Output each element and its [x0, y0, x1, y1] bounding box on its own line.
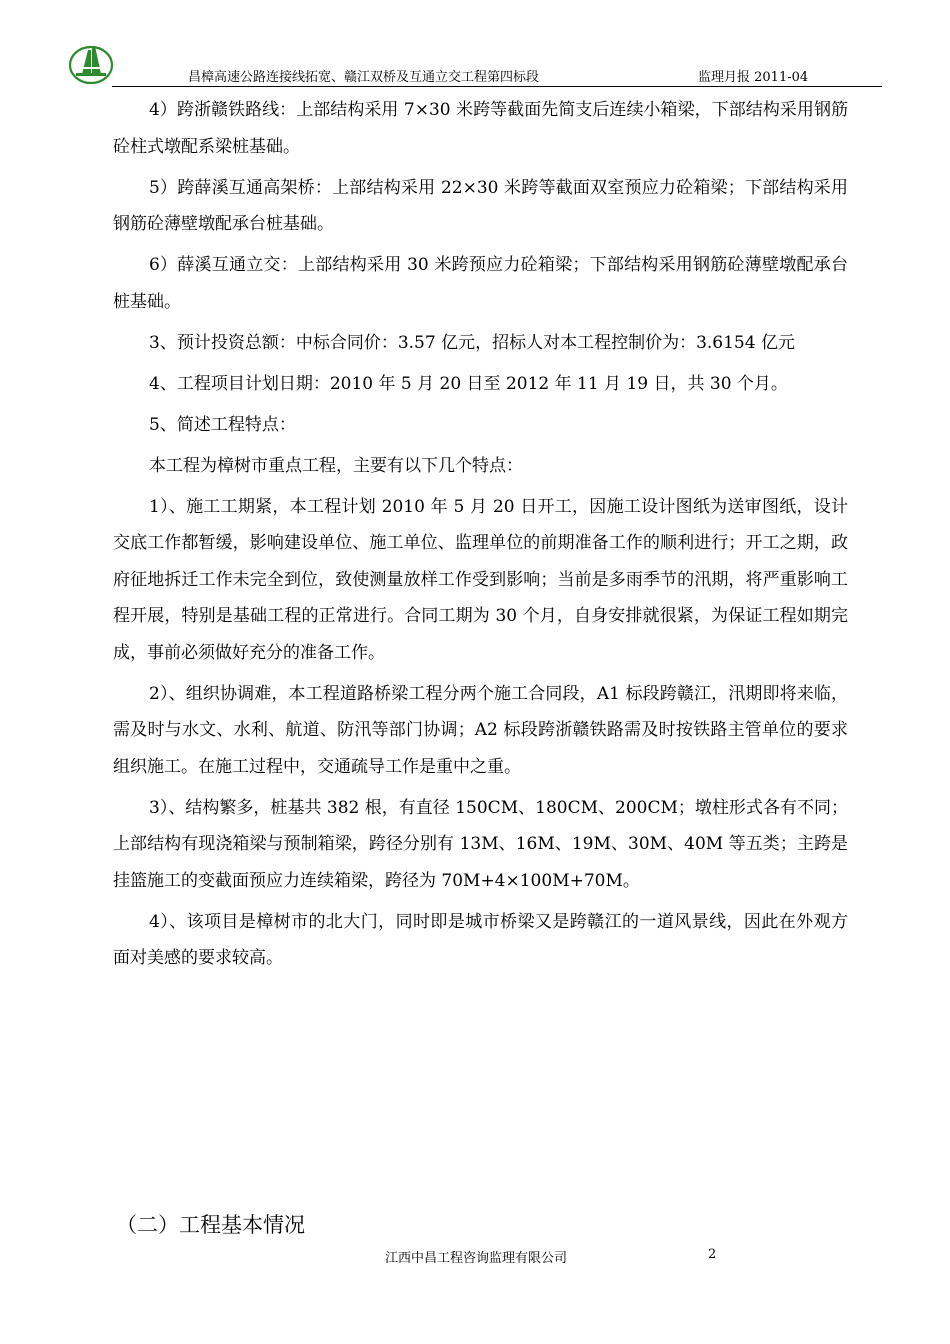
header-divider	[112, 86, 882, 87]
header-title: 昌樟高速公路连接线拓宽、赣江双桥及互通立交工程第四标段	[188, 70, 540, 85]
paragraph: 5）跨薛溪互通高架桥：上部结构采用 22×30 米跨等截面双室预应力砼箱梁；下部结构采用钢筋砼薄壁墩配承台桩基础。	[113, 177, 848, 234]
paragraph: 5、简述工程特点：	[149, 414, 296, 435]
paragraph: 4）、该项目是樟树市的北大门，同时即是城市桥梁又是跨赣江的一道风景线，因此在外观方面对美感的要求较高。	[113, 911, 848, 968]
section-heading: （二）工程基本情况	[116, 1213, 305, 1237]
paragraph: 4、工程项目计划日期：2010 年 5 月 20 日至 2012 年 11 月 19 日，共 30 个月。	[149, 373, 788, 394]
paragraph: 1）、施工工期紧，本工程计划 2010 年 5 月 20 日开工，因施工设计图纸为送审图纸，设计交底工作都暂缓，影响建设单位、施工单位、监理单位的前期准备工作的顺利进行；开工之期，政府征地拆迁工作未完全到位，致使测量放样工作受到影响；当前是多雨季节的汛期，将严重影响工程开展，特别是基础工程的正常进行。合同工期为 30 个月，自身安排就很紧，为保证工程如期完成，事前必须做好充分的准备工作。	[113, 496, 848, 663]
paragraph: 本工程为樟树市重点工程，主要有以下几个特点：	[149, 455, 523, 476]
footer-company: 江西中昌工程咨询监理有限公司	[385, 1251, 568, 1266]
company-logo	[68, 40, 114, 86]
paragraph: 3）、结构繁多，桩基共 382 根，有直径 150CM、180CM、200CM；墩柱形式各有不同；上部结构有现浇箱梁与预制箱梁，跨径分别有 13M、16M、19M、30M、40M 等五类；主跨是挂篮施工的变截面预应力连续箱梁，跨径为 70M+4×100M+70M。	[113, 797, 848, 891]
page-number: 2	[708, 1247, 717, 1262]
header-report-label: 监理月报 2011-04	[698, 70, 809, 85]
paragraph: 2）、组织协调难，本工程道路桥梁工程分两个施工合同段，A1 标段跨赣江，汛期即将来临，需及时与水文、水利、航道、防汛等部门协调；A2 标段跨浙赣铁路需及时按铁路主管单位的要求组织施工。在施工过程中，交通疏导工作是重中之重。	[113, 683, 848, 777]
paragraph: 4）跨浙赣铁路线：上部结构采用 7×30 米跨等截面先简支后连续小箱梁，下部结构采用钢筋砼柱式墩配系梁桩基础。	[113, 100, 848, 157]
document-body	[113, 92, 848, 977]
paragraph: 3、预计投资总额：中标合同价：3.57 亿元，招标人对本工程控制价为：3.6154 亿元	[149, 332, 795, 353]
paragraph: 6）薛溪互通立交：上部结构采用 30 米跨预应力砼箱梁；下部结构采用钢筋砼薄壁墩配承台桩基础。	[113, 255, 848, 312]
